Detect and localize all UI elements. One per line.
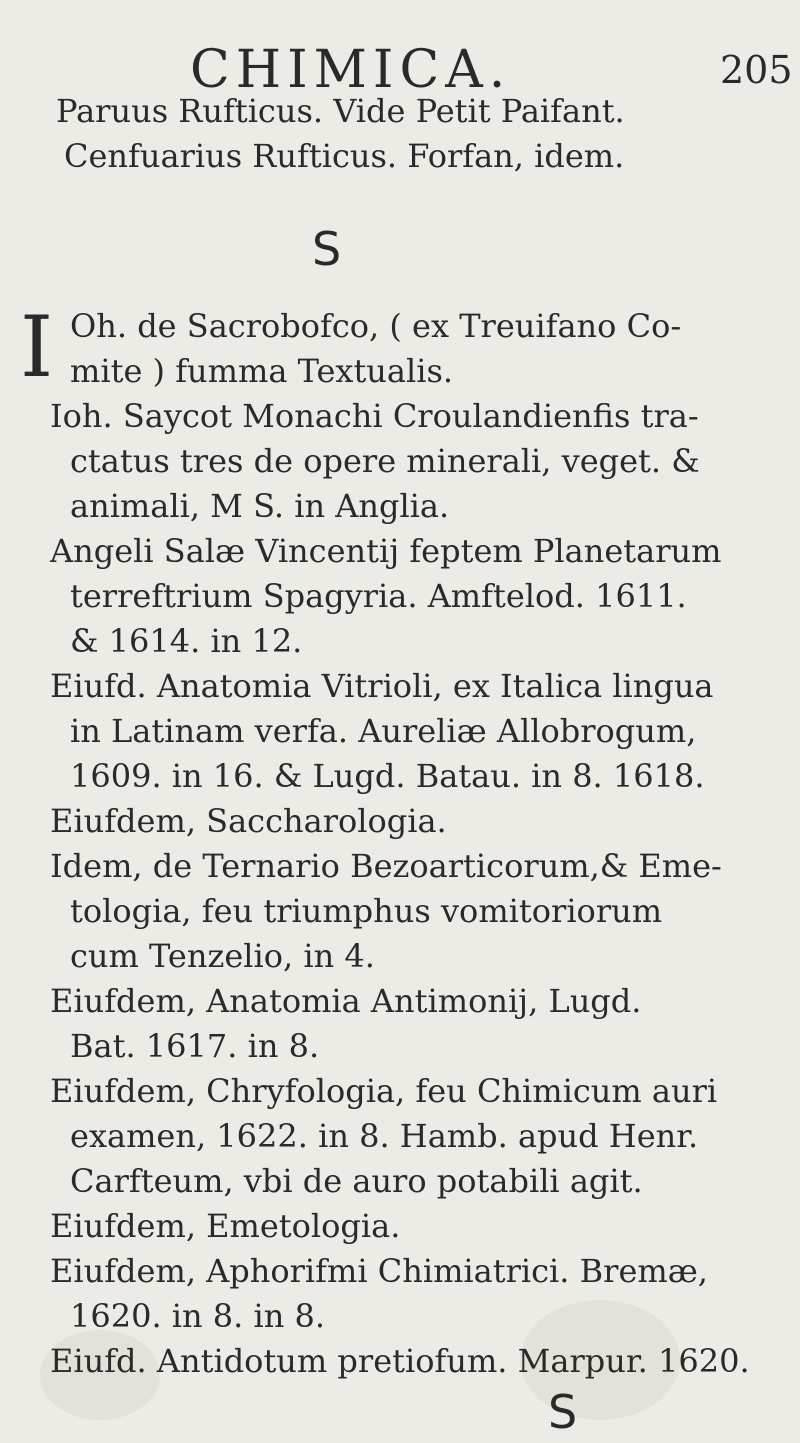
entry-line: Eiufdem, Emetologia.: [50, 1207, 401, 1245]
entry-line: examen, 1622. in 8. Hamb. apud Henr.: [70, 1117, 699, 1155]
entry-line: Eiufdem, Aphorifmi Chimiatrici. Bremæ,: [50, 1252, 708, 1290]
entry-line: Carfteum, vbi de auro potabili agit.: [70, 1162, 643, 1200]
entry-line: animali, M S. in Anglia.: [70, 487, 450, 525]
entry-line: Eiufdem, Anatomia Antimonij, Lugd.: [50, 982, 642, 1020]
entry-line: & 1614. in 12.: [70, 622, 303, 660]
entry-line: ctatus tres de opere minerali, veget. &: [70, 442, 700, 480]
entry-line: Oh. de Sacrobofco, ( ex Treuifano Co-: [70, 307, 682, 345]
section-letter: S: [312, 222, 342, 276]
entry-line: Eiufdem, Chryfologia, feu Chimicum auri: [50, 1072, 718, 1110]
entry-line: Eiufd. Antidotum pretiofum. Marpur. 1620.: [50, 1342, 750, 1380]
entry-line: Idem, de Ternario Bezoarticorum,& Eme-: [50, 847, 722, 885]
catchword: S: [548, 1385, 578, 1439]
page-number: 205: [720, 48, 793, 92]
intro-line: Paruus Rufticus. Vide Petit Paifant.: [56, 92, 625, 130]
entry-line: mite ) fumma Textualis.: [70, 352, 454, 390]
entry-line: Eiufd. Anatomia Vitrioli, ex Italica lingua: [50, 667, 714, 705]
entry-line: Bat. 1617. in 8.: [70, 1027, 320, 1065]
running-title: CHIMICA.: [190, 40, 512, 100]
entry-line: 1620. in 8. in 8.: [70, 1297, 326, 1335]
entry-line: tologia, feu triumphus vomitoriorum: [70, 892, 663, 930]
entry-line: cum Tenzelio, in 4.: [70, 937, 375, 975]
entry-line: in Latinam verfa. Aureliæ Allobrogum,: [70, 712, 697, 750]
drop-cap: I: [20, 298, 54, 396]
entry-line: Ioh. Saycot Monachi Croulandienfis tra-: [50, 397, 699, 435]
entry-line: Angeli Salæ Vincentij feptem Planetarum: [50, 532, 722, 570]
intro-line: Cenfuarius Rufticus. Forfan, idem.: [64, 137, 625, 175]
entry-line: 1609. in 16. & Lugd. Batau. in 8. 1618.: [70, 757, 705, 795]
entry-line: terreftrium Spagyria. Amftelod. 1611.: [70, 577, 687, 615]
entry-line: Eiufdem, Saccharologia.: [50, 802, 447, 840]
